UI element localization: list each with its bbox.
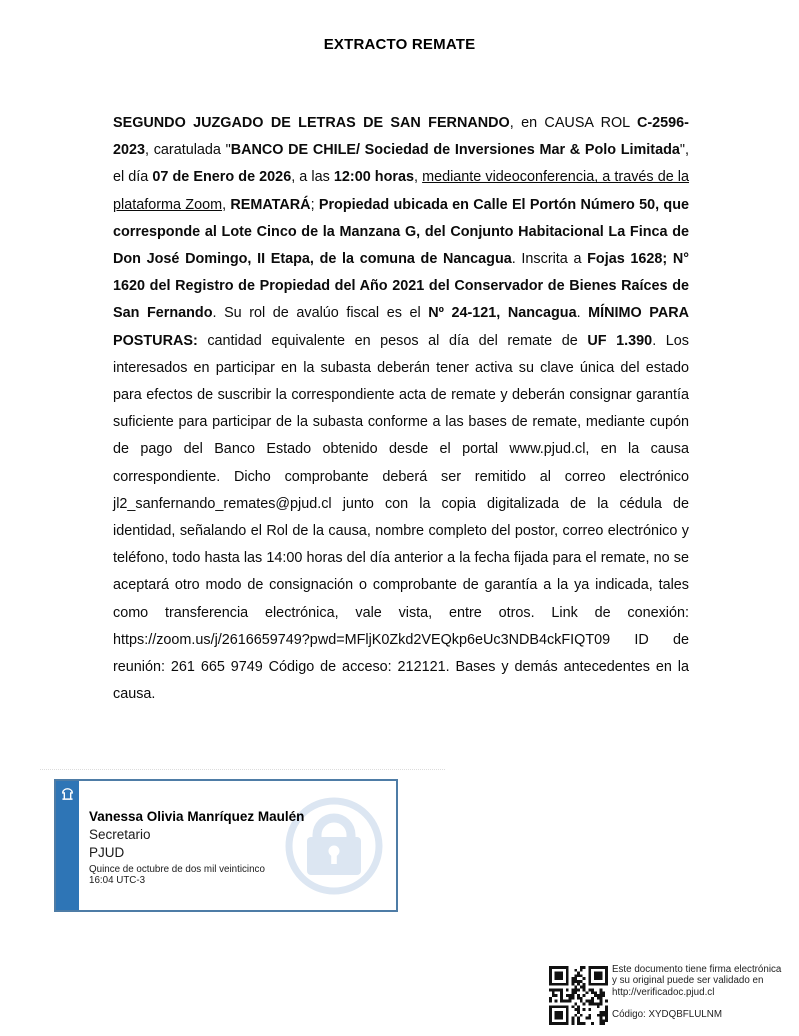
signature-accent-bar xyxy=(56,781,79,910)
paragraph-segment: 07 de Enero de 2026 xyxy=(152,169,292,186)
signature-date: Quince de octubre de dos mil veinticinco xyxy=(89,864,265,876)
verification-line: y su original puede ser validado en xyxy=(612,975,764,987)
page-title: EXTRACTO REMATE xyxy=(323,36,476,53)
paragraph-segment: mediante videoconferencia, a través de la plataforma Zoom xyxy=(113,169,690,213)
verification-code: Código: XYDQBFLULNM xyxy=(612,1009,722,1020)
paragraph-segment: C-2596-2023 xyxy=(113,115,689,159)
paragraph-segment: Nº 24-121, Nancagua xyxy=(428,305,577,322)
verification-line: http://verificadoc.pjud.cl xyxy=(612,986,715,998)
signature-time: 16:04 UTC-3 xyxy=(89,874,146,886)
paragraph-segment: MÍNIMO PARA POSTURAS: xyxy=(113,305,690,349)
courthouse-icon xyxy=(60,786,75,801)
signer-role: Secretario xyxy=(89,826,151,842)
paragraph-segment: . Los interesados en participar en la subasta deberán tener activa su clave única del estado para efectos de suscribir la correspondiente acta de remate y deberán consignar garantía suficiente para participar de la subasta conforme a las bases de remate, mediante cupón de pago del Banco Estado obtenido desde el portal www.pjud.cl, en la causa correspondiente. Dicho comprobante deberá ser remitido al correo electrónico jl2_sanfernando_remates@pjud.cl junto con la copia digitalizada de la cédula de identidad, señalando el Rol de la causa, nombre completo del postor, correo electrónico y teléfono, todo hasta las 14:00 horas del día anterior a la fecha fijada para el remate, no se aceptará otro modo de consignación o comprobante de garantía a la ya indicada, tales como transferencia electrónica, vale vista, entre otros. Link de conexión: https://zoom.us/j/2616659749?pwd=MFljK0Zkd2VEQkp6eUc3NDB4ckFIQT09 ID de reunión: 261 665 9749 Código de acceso: 212121. Bases y demás antecedentes en la causa. xyxy=(113,332,689,703)
signature-details xyxy=(89,808,304,886)
electronic-signature-block xyxy=(54,779,398,912)
signer-institution: PJUD xyxy=(89,844,125,860)
signer-name: Vanessa Olivia Manríquez Maulén xyxy=(89,809,305,824)
paragraph-segment: , a las xyxy=(291,169,334,186)
paragraph-segment: SEGUNDO JUZGADO DE LETRAS DE SAN FERNANDO xyxy=(113,115,510,131)
paragraph-segment: . Inscrita a xyxy=(511,251,588,268)
paragraph-segment: ", el día xyxy=(113,142,689,186)
verification-text xyxy=(612,964,798,998)
paragraph-segment: , caratulada " xyxy=(145,142,231,159)
paragraph-segment: Fojas 1628; N° 1620 del Registro de Propiedad del Año 2021 del Conservador de Bienes Raíces de San Fernando xyxy=(113,251,689,322)
verification-line: Este documento tiene firma electrónica xyxy=(612,964,782,975)
auction-extract-paragraph xyxy=(113,110,689,708)
qr-code xyxy=(549,966,608,1025)
divider xyxy=(40,769,445,770)
paragraph-segment: REMATARÁ xyxy=(230,196,311,213)
paragraph-segment: BANCO DE CHILE/ Sociedad de Inversiones Mar & Polo Limitada xyxy=(230,142,680,159)
paragraph-segment: cantidad equivalente en pesos al día del remate de xyxy=(197,332,588,349)
paragraph-segment: . Su rol de avalúo fiscal es el xyxy=(212,305,429,322)
paragraph-segment: 12:00 horas xyxy=(333,169,414,186)
paragraph-segment: ; xyxy=(310,196,319,213)
paragraph-segment: Propiedad ubicada en Calle El Portón Número 50, que corresponde al Lote Cinco de la Manzana G, del Conjunto Habitacional La Finca de Don José Domingo, II Etapa, de la comuna de Nancagua xyxy=(113,196,690,268)
paragraph-segment: , xyxy=(414,169,423,186)
paragraph-segment: . xyxy=(576,305,589,322)
paragraph-segment: , en CAUSA ROL xyxy=(509,115,637,131)
paragraph-segment: , xyxy=(222,196,231,213)
paragraph-segment: UF 1.390 xyxy=(587,332,653,349)
